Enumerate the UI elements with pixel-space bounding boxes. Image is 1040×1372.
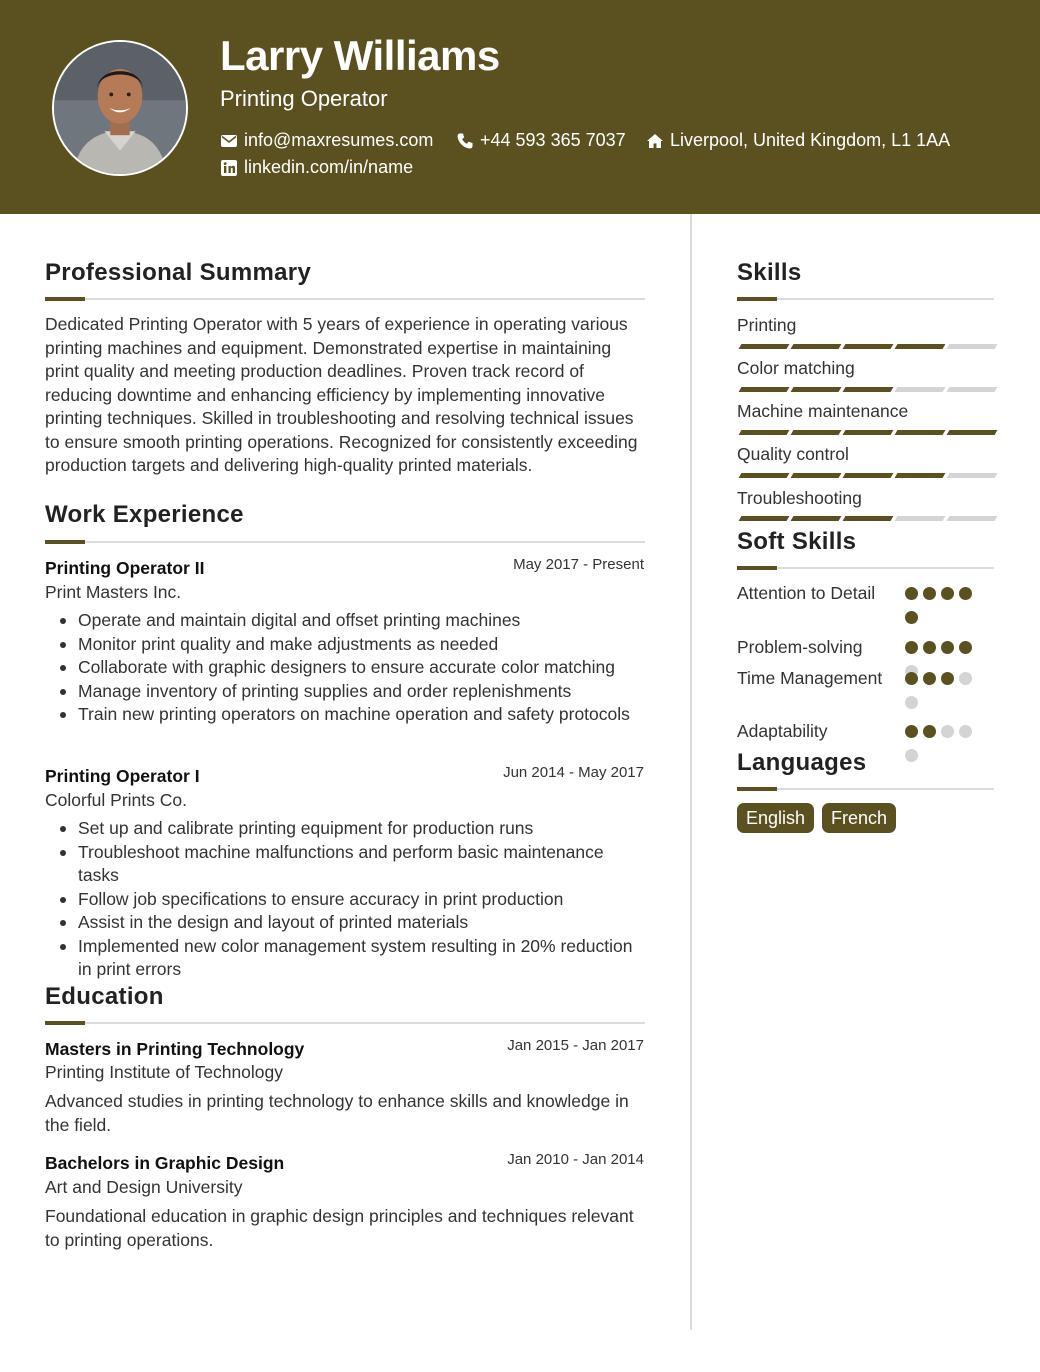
skill-level-segment xyxy=(843,516,894,521)
skill-level-segment xyxy=(947,473,998,478)
rating-dot xyxy=(905,725,918,738)
skills-rule xyxy=(737,298,994,300)
skill-level-segment xyxy=(791,387,842,392)
list-item: Train new printing operators on machine operation and safety protocols xyxy=(45,703,645,727)
skill-level-bar xyxy=(738,430,994,435)
rating-dot xyxy=(959,641,972,654)
contact-phone-text: +44 593 365 7037 xyxy=(480,130,626,150)
list-item: Monitor print quality and make adjustments as needed xyxy=(45,633,645,657)
skill-level-segment xyxy=(895,516,946,521)
rating-dot xyxy=(905,587,918,600)
skill-name: Printing xyxy=(737,315,797,335)
summary-text: Dedicated Printing Operator with 5 years of experience in operating various printing machines and equipment. Demonstrated expertise in maintaining print quality and meeting production deadlines. Proven track record of reducing downtime and enhancing efficiency by implementing innovative printing techniques. Skilled in troubleshooting and resolving technical issues to ensure smooth printing operations. Recognized for consistently exceeding production targets and delivering high-quality printed materials. xyxy=(45,314,638,475)
list-item: Manage inventory of printing supplies and order replenishments xyxy=(45,680,645,704)
list-item: Collaborate with graphic designers to ensure accurate color matching xyxy=(45,656,645,680)
languages-rule xyxy=(737,788,994,790)
contact-email[interactable] xyxy=(220,130,433,151)
soft-skill-name: Time Management xyxy=(737,668,883,688)
contact-phone[interactable] xyxy=(456,130,626,151)
skill-level-segment xyxy=(843,473,894,478)
contact-linkedin[interactable] xyxy=(220,157,413,178)
education-heading: Education xyxy=(45,983,164,1010)
skill-level-segment xyxy=(895,430,946,435)
envelope-icon xyxy=(220,132,238,150)
person-photo-icon xyxy=(54,42,186,174)
contact-linkedin-text: linkedin.com/in/name xyxy=(244,157,414,177)
rating-dot xyxy=(923,672,936,685)
languages-list xyxy=(737,803,896,833)
degree-title: Masters in Printing Technology xyxy=(45,1039,305,1059)
list-item: Follow job specifications to ensure accuracy in print production xyxy=(45,888,645,912)
rating-dot xyxy=(941,587,954,600)
skill-name: Quality control xyxy=(737,444,849,464)
skill-level-segment xyxy=(895,473,946,478)
rating-dot xyxy=(959,672,972,685)
soft-skills-rule xyxy=(737,567,994,569)
experience-rule xyxy=(45,541,645,543)
job-bullets xyxy=(45,817,645,982)
job-company: Colorful Prints Co. xyxy=(45,790,187,810)
degree-school: Art and Design University xyxy=(45,1177,243,1197)
skill-level-segment xyxy=(947,430,998,435)
rating-dot xyxy=(905,611,918,624)
experience-heading: Work Experience xyxy=(45,501,244,528)
soft-skill-name: Adaptability xyxy=(737,721,828,741)
job-dates: May 2017 - Present xyxy=(513,556,644,573)
list-item: Operate and maintain digital and offset printing machines xyxy=(45,609,645,633)
contact-email-text: info@maxresumes.com xyxy=(244,130,434,150)
skill-name: Color matching xyxy=(737,358,855,378)
skill-level-segment xyxy=(843,430,894,435)
degree-dates: Jan 2010 - Jan 2014 xyxy=(507,1151,644,1168)
profile-photo xyxy=(52,40,188,176)
skills-heading: Skills xyxy=(737,259,802,286)
summary-rule xyxy=(45,298,645,300)
skill-level-bar xyxy=(738,344,994,349)
resume-header xyxy=(0,0,1040,214)
skill-level-segment xyxy=(791,430,842,435)
skill-level-segment xyxy=(739,430,790,435)
rating-dot xyxy=(923,641,936,654)
skill-level-bar xyxy=(738,387,994,392)
rating-dot xyxy=(941,725,954,738)
rating-dot xyxy=(905,672,918,685)
skill-level-segment xyxy=(739,516,790,521)
degree-dates: Jan 2015 - Jan 2017 xyxy=(507,1037,644,1054)
skill-level-segment xyxy=(895,387,946,392)
degree-title: Bachelors in Graphic Design xyxy=(45,1153,285,1173)
rating-dot xyxy=(959,587,972,600)
rating-dot xyxy=(941,641,954,654)
contact-location-text: Liverpool, United Kingdom, L1 1AA xyxy=(670,130,951,150)
skill-level-segment xyxy=(947,344,998,349)
skill-level-segment xyxy=(843,344,894,349)
soft-skill-name: Attention to Detail xyxy=(737,583,876,603)
language-tag: French xyxy=(822,803,896,833)
contact-location xyxy=(646,130,950,151)
candidate-name: Larry Williams xyxy=(220,32,500,79)
linkedin-icon xyxy=(220,159,238,177)
rating-dot xyxy=(959,725,972,738)
rating-dot xyxy=(923,587,936,600)
degree-description: Foundational education in graphic design principles and techniques relevant to printing operations. xyxy=(45,1206,634,1250)
list-item: Set up and calibrate printing equipment for production runs xyxy=(45,817,645,841)
rating-dot xyxy=(905,749,918,762)
degree-school: Printing Institute of Technology xyxy=(45,1062,284,1082)
skill-level-segment xyxy=(947,387,998,392)
skill-level-segment xyxy=(791,344,842,349)
list-item: Troubleshoot machine malfunctions and perform basic maintenance tasks xyxy=(45,841,645,888)
skill-level-segment xyxy=(739,387,790,392)
summary-heading: Professional Summary xyxy=(45,259,312,286)
skill-level-segment xyxy=(739,344,790,349)
skill-level-bar xyxy=(738,516,994,521)
candidate-role: Printing Operator xyxy=(220,86,388,111)
skill-level-segment xyxy=(739,473,790,478)
rating-dot xyxy=(941,672,954,685)
skill-level-segment xyxy=(791,516,842,521)
rating-dot xyxy=(923,725,936,738)
job-title: Printing Operator II xyxy=(45,558,205,578)
job-dates: Jun 2014 - May 2017 xyxy=(503,764,644,781)
job-company: Print Masters Inc. xyxy=(45,582,182,602)
education-rule xyxy=(45,1022,645,1024)
phone-icon xyxy=(456,132,474,150)
skill-level-bar xyxy=(738,473,994,478)
skill-name: Troubleshooting xyxy=(737,488,862,508)
skill-level-segment xyxy=(895,344,946,349)
column-divider xyxy=(690,214,692,1330)
skill-level-segment xyxy=(947,516,998,521)
language-tag: English xyxy=(737,803,814,833)
list-item: Assist in the design and layout of printed materials xyxy=(45,911,645,935)
rating-dot xyxy=(905,696,918,709)
soft-skill-name: Problem-solving xyxy=(737,637,863,657)
soft-skills-heading: Soft Skills xyxy=(737,528,857,555)
job-title: Printing Operator I xyxy=(45,766,200,786)
skill-name: Machine maintenance xyxy=(737,401,909,421)
list-item: Implemented new color management system resulting in 20% reduction in print errors xyxy=(45,935,645,982)
skill-level-segment xyxy=(791,473,842,478)
home-icon xyxy=(646,132,664,150)
rating-dot xyxy=(905,641,918,654)
job-bullets xyxy=(45,609,645,727)
skill-level-segment xyxy=(843,387,894,392)
languages-heading: Languages xyxy=(737,749,867,776)
degree-description: Advanced studies in printing technology to enhance skills and knowledge in the field. xyxy=(45,1091,629,1135)
